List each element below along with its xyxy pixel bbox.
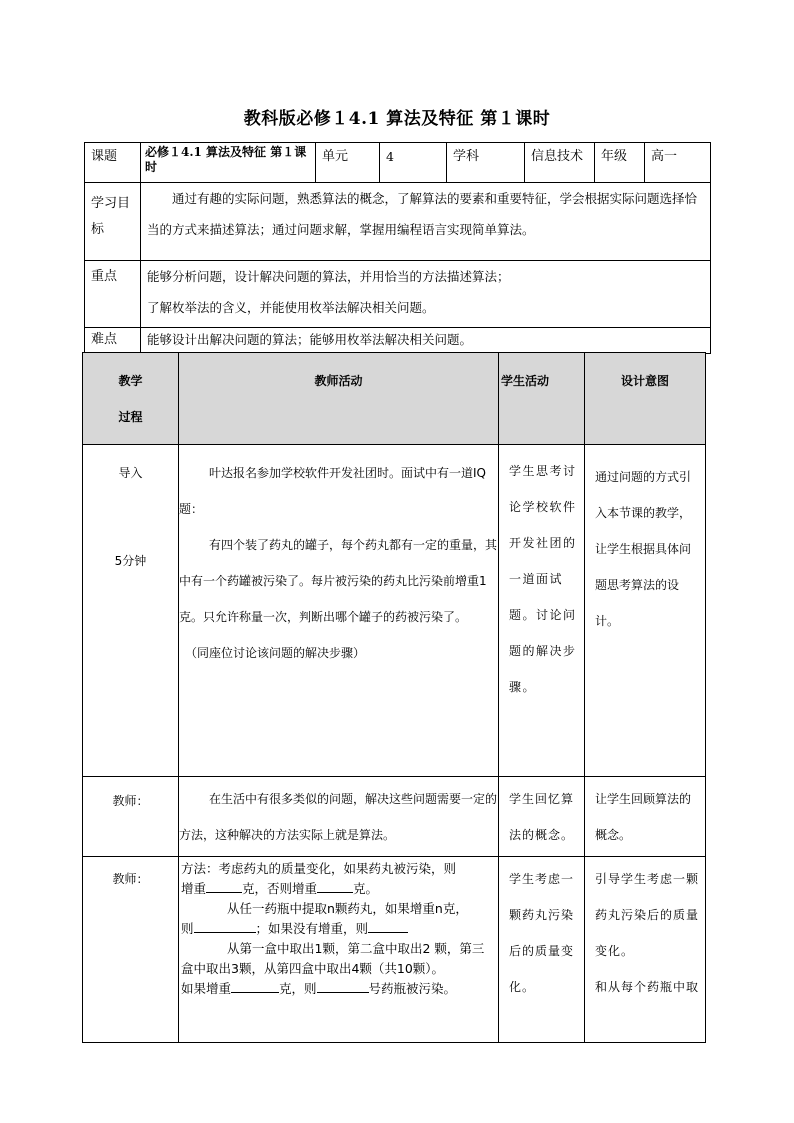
stage-label: 教师： bbox=[83, 777, 179, 857]
difficulty-label: 难点 bbox=[85, 328, 141, 354]
header-teacher-activity: 教师活动 bbox=[179, 353, 499, 445]
subject-value: 信息技术 bbox=[525, 143, 595, 183]
teacher-activity-cell bbox=[179, 857, 499, 1043]
teacher-paragraph: （同座位讨论该问题的解决步骤） bbox=[185, 646, 366, 660]
key-point-1: 能够分析问题，设计解决问题的算法，并用恰当的方法描述算法； bbox=[147, 269, 510, 284]
answer-blank[interactable] bbox=[317, 880, 353, 893]
key-points-cell bbox=[141, 261, 711, 328]
stage-label: 教师： bbox=[83, 857, 179, 1043]
topic-label: 课题 bbox=[85, 143, 141, 183]
key-point-2: 了解枚举法的含义，并能使用枚举法解决相关问题。 bbox=[147, 300, 435, 315]
student-activity-cell: 学生考虑一颗药丸污染后的质量变化。 bbox=[499, 857, 585, 1043]
answer-blank[interactable] bbox=[231, 980, 279, 993]
goals-label: 学习目标 bbox=[85, 183, 141, 261]
design-intent-cell: 通过问题的方式引入本节课的教学，让学生根据具体问题思考算法的设计。 bbox=[585, 445, 706, 777]
design-intent-cell: 让学生回顾算法的概念。 bbox=[585, 777, 706, 857]
table-row bbox=[83, 777, 706, 857]
document-title: 教科版必修１4.1 算法及特征 第１课时 bbox=[243, 109, 551, 129]
goals-text: 通过有趣的实际问题，熟悉算法的概念，了解算法的要素和重要特征，学会根据实际问题选择恰当的方式来描述算法；通过问题求解，掌握用编程语言实现简单算法。 bbox=[141, 183, 711, 261]
grade-value: 高一 bbox=[645, 143, 711, 183]
answer-blank[interactable] bbox=[368, 920, 408, 933]
topic-value: 必修１4.1 算法及特征 第１课时 bbox=[141, 143, 316, 183]
grade-label: 年级 bbox=[595, 143, 645, 183]
unit-label: 单元 bbox=[316, 143, 380, 183]
header-process: 教学过程 bbox=[83, 353, 179, 445]
lesson-info-table bbox=[84, 142, 711, 354]
teacher-paragraph: 有四个装了药丸的罐子，每个药丸都有一定的重量，其中有一个药罐被污染了。每片被污染的药丸比污染前增重1克。只允许称量一次，判断出哪个罐子的药被污染了。 bbox=[179, 538, 498, 624]
header-design-intent: 设计意图 bbox=[585, 353, 706, 445]
method-line: 如果增重 克，则 号药瓶被污染。 bbox=[181, 981, 457, 996]
stage-duration: 5分钟 bbox=[114, 554, 147, 568]
teacher-activity-cell bbox=[179, 445, 499, 777]
student-activity-cell: 学生思考讨论学校软件开发社团的一道面试题。讨论问题的解决步骤。 bbox=[499, 445, 585, 777]
teacher-paragraph: 在生活中有很多类似的问题，解决这些问题需要一定的方法，这种解决的方法实际上就是算法。 bbox=[179, 792, 498, 842]
stage-cell bbox=[83, 445, 179, 777]
teacher-activity-cell bbox=[179, 777, 499, 857]
stage-label: 导入 bbox=[118, 466, 143, 480]
subject-label: 学科 bbox=[447, 143, 525, 183]
answer-blank[interactable] bbox=[317, 980, 369, 993]
method-line: 则 ；如果没有增重，则 bbox=[181, 919, 496, 939]
answer-blank[interactable] bbox=[206, 880, 242, 893]
key-points-label: 重点 bbox=[85, 261, 141, 328]
design-intent-cell: 引导学生考虑一颗药丸污染后的质量变化。 和从每个药瓶中取 bbox=[585, 857, 706, 1043]
teaching-process-table bbox=[82, 352, 706, 1043]
method-line: 从第一盒中取出1颗，第二盒中取出2 颗，第三盒中取出3颗，从第四盒中取出4颗（共10颗）。 bbox=[181, 941, 485, 976]
student-activity-cell: 学生回忆算法的概念。 bbox=[499, 777, 585, 857]
answer-blank[interactable] bbox=[194, 920, 256, 933]
method-line: 方法：考虑药丸的质量变化，如果药丸被污染，则 bbox=[181, 861, 457, 876]
teacher-paragraph: 叶达报名参加学校软件开发社团时。面试中有一道IQ题： bbox=[179, 466, 486, 516]
difficulty-text: 能够设计出解决问题的算法；能够用枚举法解决相关问题。 bbox=[141, 328, 711, 354]
table-row bbox=[83, 857, 706, 1043]
table-row bbox=[83, 445, 706, 777]
header-student-activity: 学生活动 bbox=[499, 353, 585, 445]
method-line: 增重 克，否则增重 克。 bbox=[181, 881, 379, 896]
unit-value: 4 bbox=[380, 143, 447, 183]
method-line: 从任一药瓶中提取n颗药丸，如果增重n克， bbox=[227, 901, 468, 916]
